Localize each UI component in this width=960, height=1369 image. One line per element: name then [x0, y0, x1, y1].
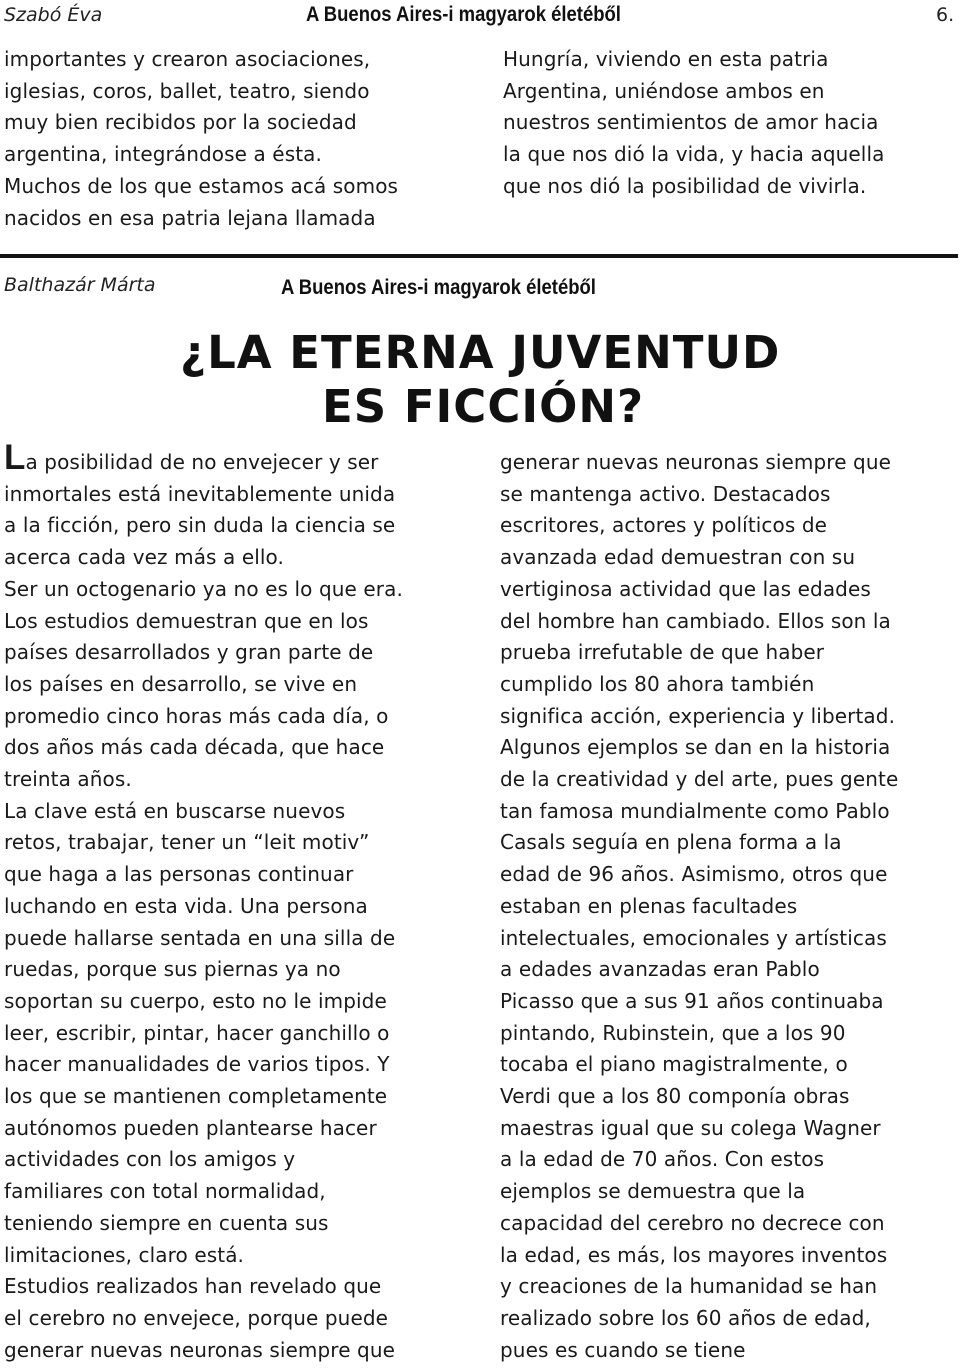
- main-left-text-line: a la ficción, pero sin duda la ciencia se: [4, 513, 396, 538]
- main-right-text-line: a edades avanzadas eran Pablo: [500, 957, 820, 982]
- main-left-text-line: puede hallarse sentada en una silla de: [4, 925, 396, 950]
- main-left-text-line: autónomos pueden plantearse hacer: [4, 1115, 377, 1140]
- main-article-author: Balthazár Márta: [4, 274, 156, 296]
- section-divider: [0, 254, 958, 258]
- drop-cap: L: [4, 438, 26, 477]
- top-right-text-line: Hungría, viviendo en esta patria: [503, 47, 829, 71]
- main-right-text-line: y creaciones de la humanidad se han: [500, 1274, 878, 1299]
- main-right-text-line: a la edad de 70 años. Con estos: [500, 1147, 825, 1172]
- main-right-text-line: ejemplos se demuestra que la: [500, 1179, 806, 1204]
- main-left-text-line: soportan su cuerpo, esto no le impide: [4, 988, 387, 1013]
- main-right-text-line: la edad, es más, los mayores inventos: [500, 1242, 888, 1267]
- main-right-text-line: se mantenga activo. Destacados: [500, 481, 831, 506]
- main-left-text-line: los que se mantienen completamente: [4, 1084, 388, 1109]
- article-headline-line-1: ¿LA ETERNA JUVENTUD: [180, 326, 781, 379]
- main-left-text-line: promedio cinco horas más cada día, o: [4, 703, 389, 728]
- top-article-section-title: A Buenos Aires-i magyarok életéből: [306, 3, 621, 26]
- main-article-left-column: [4, 438, 403, 1366]
- main-left-text-line: retos, trabajar, tener un “leit motiv”: [4, 830, 370, 855]
- first-paragraph-line: [4, 438, 403, 479]
- top-left-text-line: importantes y crearon asociaciones,: [4, 47, 371, 71]
- main-right-text-line: de la creatividad y del arte, pues gente: [500, 767, 899, 792]
- main-left-text-line: acerca cada vez más a ello.: [4, 545, 284, 570]
- first-line-text: a posibilidad de no envejecer y ser: [25, 450, 379, 474]
- main-right-text-line: edad de 96 años. Asimismo, otros que: [500, 862, 888, 887]
- main-left-text-line: hacer manualidades de varios tipos. Y: [4, 1052, 390, 1077]
- main-right-text-line: pues es cuando se tiene: [500, 1337, 746, 1362]
- main-left-text-line: dos años más cada década, que hace: [4, 735, 385, 760]
- main-left-text-line: los países en desarrollo, se vive en: [4, 671, 358, 696]
- main-right-text-line: intelectuales, emocionales y artísticas: [500, 925, 887, 950]
- top-article-right-column: [503, 44, 884, 203]
- main-right-text-line: realizado sobre los 60 años de edad,: [500, 1305, 871, 1330]
- main-left-text-line: familiares con total normalidad,: [4, 1179, 326, 1204]
- main-right-text-line: avanzada edad demuestran con su: [500, 545, 856, 570]
- main-right-text-line: prueba irrefutable de que haber: [500, 640, 825, 665]
- main-left-text-line: luchando en esta vida. Una persona: [4, 893, 368, 918]
- top-left-text-line: argentina, integrándose a ésta.: [4, 142, 322, 167]
- main-right-text-line: Picasso que a sus 91 años continuaba: [500, 988, 884, 1013]
- main-right-text-line: generar nuevas neuronas siempre que: [500, 450, 892, 474]
- main-left-text-line: La clave está en buscarse nuevos: [4, 798, 346, 823]
- main-left-text-line: ruedas, porque sus piernas ya no: [4, 957, 341, 982]
- main-left-text-line: Los estudios demuestran que en los: [4, 608, 369, 633]
- main-right-text-line: escritores, actores y políticos de: [500, 513, 828, 538]
- main-left-text-line: teniendo siempre en cuenta sus: [4, 1210, 329, 1235]
- main-right-text-line: significa acción, experiencia y libertad.: [500, 703, 896, 728]
- main-right-text-line: Casals seguía en plena forma a la: [500, 830, 842, 855]
- main-left-text-line: limitaciones, claro está.: [4, 1242, 245, 1267]
- main-left-text-line: el cerebro no envejece, porque puede: [4, 1305, 389, 1330]
- main-left-text-line: generar nuevas neuronas siempre que: [4, 1337, 396, 1362]
- main-left-text-line: Estudios realizados han revelado que: [4, 1274, 382, 1299]
- top-right-text-line: Argentina, uniéndose ambos en: [503, 78, 825, 103]
- main-right-text-line: vertiginosa actividad que las edades: [500, 576, 871, 601]
- main-left-text-line: que haga a las personas continuar: [4, 862, 354, 887]
- top-right-text-line: nuestros sentimientos de amor hacia: [503, 110, 879, 135]
- main-right-text-line: del hombre han cambiado. Ellos son la: [500, 608, 891, 633]
- main-right-text-line: cumplido los 80 ahora también: [500, 671, 815, 696]
- main-right-text-line: tan famosa mundialmente como Pablo: [500, 798, 890, 823]
- main-right-text-line: Verdi que a los 80 componía obras: [500, 1084, 850, 1109]
- main-right-text-line: estaban en plenas facultades: [500, 893, 798, 918]
- main-left-text-line: Ser un octogenario ya no es lo que era.: [4, 576, 403, 601]
- main-article-right-column: [500, 447, 898, 1366]
- main-left-text-line: leer, escribir, pintar, hacer ganchillo o: [4, 1020, 390, 1045]
- main-right-text-line: Algunos ejemplos se dan en la historia: [500, 735, 891, 760]
- main-left-text-line: inmortales está inevitablemente unida: [4, 481, 396, 506]
- top-article-author: Szabó Éva: [4, 4, 103, 26]
- top-left-text-line: nacidos en esa patria lejana llamada: [4, 205, 376, 230]
- top-left-text-line: Muchos de los que estamos acá somos: [4, 173, 399, 198]
- main-right-text-line: capacidad del cerebro no decrece con: [500, 1210, 885, 1235]
- main-right-text-line: tocaba el piano magistralmente, o: [500, 1052, 848, 1077]
- main-left-text-line: treinta años.: [4, 767, 132, 792]
- top-left-text-line: iglesias, coros, ballet, teatro, siendo: [4, 78, 370, 103]
- top-left-text-line: muy bien recibidos por la sociedad: [4, 110, 357, 135]
- article-headline-line-2: ES FICCIÓN?: [322, 380, 645, 433]
- page-number: 6.: [936, 4, 955, 26]
- top-article-left-column: [4, 44, 398, 234]
- main-article-section-title: A Buenos Aires-i magyarok életéből: [281, 276, 596, 299]
- main-left-text-line: actividades con los amigos y: [4, 1147, 296, 1172]
- main-right-text-line: maestras igual que su colega Wagner: [500, 1115, 881, 1140]
- top-right-text-line: que nos dió la posibilidad de vivirla.: [503, 173, 867, 198]
- top-right-text-line: la que nos dió la vida, y hacia aquella: [503, 142, 885, 167]
- main-right-text-line: pintando, Rubinstein, que a los 90: [500, 1020, 846, 1045]
- main-left-text-line: países desarrollados y gran parte de: [4, 640, 374, 665]
